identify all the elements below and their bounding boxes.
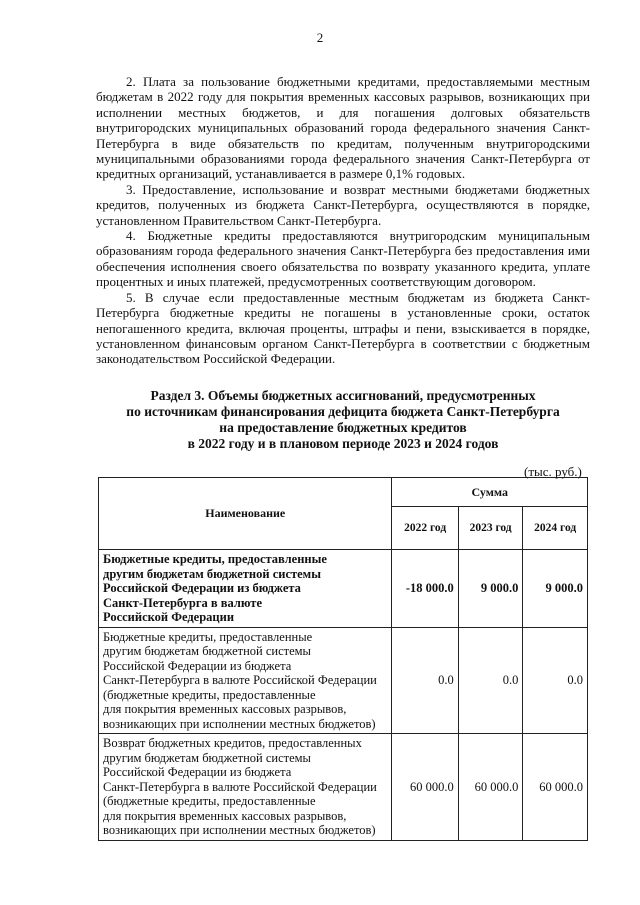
row-name-line: для покрытия временных кассовых разрывов, bbox=[103, 808, 347, 823]
row-name-line: возникающих при исполнении местных бюджетов) bbox=[103, 823, 376, 837]
row-name-line: (бюджетные кредиты, предоставленные bbox=[103, 687, 316, 702]
header-sum: Сумма bbox=[392, 478, 588, 507]
row-name bbox=[99, 627, 392, 734]
value-2022: -18 000.0 bbox=[392, 550, 458, 628]
value-2022: 0.0 bbox=[392, 627, 458, 734]
row-name bbox=[99, 734, 392, 841]
section-title-line: по источникам финансирования дефицита бюджета Санкт-Петербурга bbox=[126, 404, 560, 419]
row-name-line: Российской Федерации из бюджета bbox=[103, 765, 292, 779]
row-name-line: Бюджетные кредиты, предоставленные bbox=[103, 629, 313, 644]
value-2022: 60 000.0 bbox=[392, 734, 458, 841]
value-2023: 0.0 bbox=[458, 627, 523, 734]
row-name-line: (бюджетные кредиты, предоставленные bbox=[103, 794, 316, 808]
row-name-line: Возврат бюджетных кредитов, предоставленных bbox=[103, 736, 362, 750]
row-name-line: другим бюджетам бюджетной системы bbox=[103, 566, 321, 581]
value-2023: 60 000.0 bbox=[458, 734, 523, 841]
row-name-line: Санкт-Петербурга в валюте bbox=[103, 595, 262, 610]
value-2024: 9 000.0 bbox=[523, 550, 588, 628]
header-name: Наименование bbox=[99, 478, 392, 550]
row-name-line: Российской Федерации из бюджета bbox=[103, 658, 292, 673]
section-title-line: Раздел 3. Объемы бюджетных ассигнований, предусмотренных bbox=[150, 388, 536, 403]
paragraph-3: 3. Предоставление, использование и возврат местными бюджетами бюджетных кредитов, полученных из бюджета Санкт-Петербурга, осуществляются в порядке, установленном Правительством Санкт-Петербурга. bbox=[96, 181, 590, 228]
header-year-2023: 2023 год bbox=[458, 507, 523, 550]
paragraph-2: 2. Плата за пользование бюджетными кредитами, предоставляемыми местным бюджетам в 2022 году для покрытия временных кассовых разрывов, возникающих при исполнении местных бюджетов, и для погашения долговых обязательств внутригородских муниципальных образований города федерального значения Санкт-Петербурга в виде обязательств по кредитам, полученным внутригородскими муниципальными образованиями города федерального значения Санкт-Петербурга от кредитных организаций, устанавливается в размере 0,1% годовых. bbox=[96, 74, 590, 182]
row-name-line: Бюджетные кредиты, предоставленные bbox=[103, 552, 327, 566]
budget-table bbox=[98, 477, 588, 841]
paragraph-4: 4. Бюджетные кредиты предоставляются внутригородским муниципальным образованиям города федерального значения Санкт-Петербурга без предоставления ими обеспечения исполнения своего обязательства по возврату указанного кредита, уплате процентных и иных платежей, предусмотренных соответствующим договором. bbox=[96, 228, 590, 290]
section-title-line: в 2022 году и в плановом периоде 2023 и 2024 годов bbox=[187, 436, 499, 451]
table-row bbox=[99, 550, 588, 628]
row-name-line: другим бюджетам бюджетной системы bbox=[103, 750, 311, 765]
body-text bbox=[96, 74, 590, 367]
row-name-line: для покрытия временных кассовых разрывов, bbox=[103, 702, 347, 716]
table-row bbox=[99, 627, 588, 734]
unit-note: (тыс. руб.) bbox=[524, 464, 582, 479]
page-number: 2 bbox=[316, 30, 324, 45]
row-name-line: возникающих при исполнении местных бюджетов) bbox=[103, 716, 376, 731]
value-2024: 0.0 bbox=[523, 627, 588, 734]
section-title-line: на предоставление бюджетных кредитов bbox=[219, 420, 467, 435]
value-2024: 60 000.0 bbox=[523, 734, 588, 841]
header-year-2024: 2024 год bbox=[523, 507, 588, 550]
value-2023: 9 000.0 bbox=[458, 550, 523, 628]
row-name-line: Санкт-Петербурга в валюте Российской Федерации bbox=[103, 779, 377, 794]
row-name-line: Российской Федерации из бюджета bbox=[103, 581, 301, 595]
section-title bbox=[96, 388, 590, 452]
row-name-line: другим бюджетам бюджетной системы bbox=[103, 644, 311, 658]
table-row bbox=[99, 734, 588, 841]
header-year-2022: 2022 год bbox=[392, 507, 458, 550]
row-name bbox=[99, 550, 392, 628]
row-name-line: Санкт-Петербурга в валюте Российской Федерации bbox=[103, 673, 377, 687]
paragraph-5: 5. В случае если предоставленные местным бюджетам из бюджета Санкт-Петербурга бюджетные кредиты не погашены в установленные сроки, остаток непогашенного кредита, включая проценты, штрафы и пени, взыскивается в порядке, установленном финансовым органом Санкт-Петербурга в соответствии с бюджетным законодательством Российской Федерации. bbox=[96, 289, 590, 367]
row-name-line: Российской Федерации bbox=[103, 610, 235, 624]
